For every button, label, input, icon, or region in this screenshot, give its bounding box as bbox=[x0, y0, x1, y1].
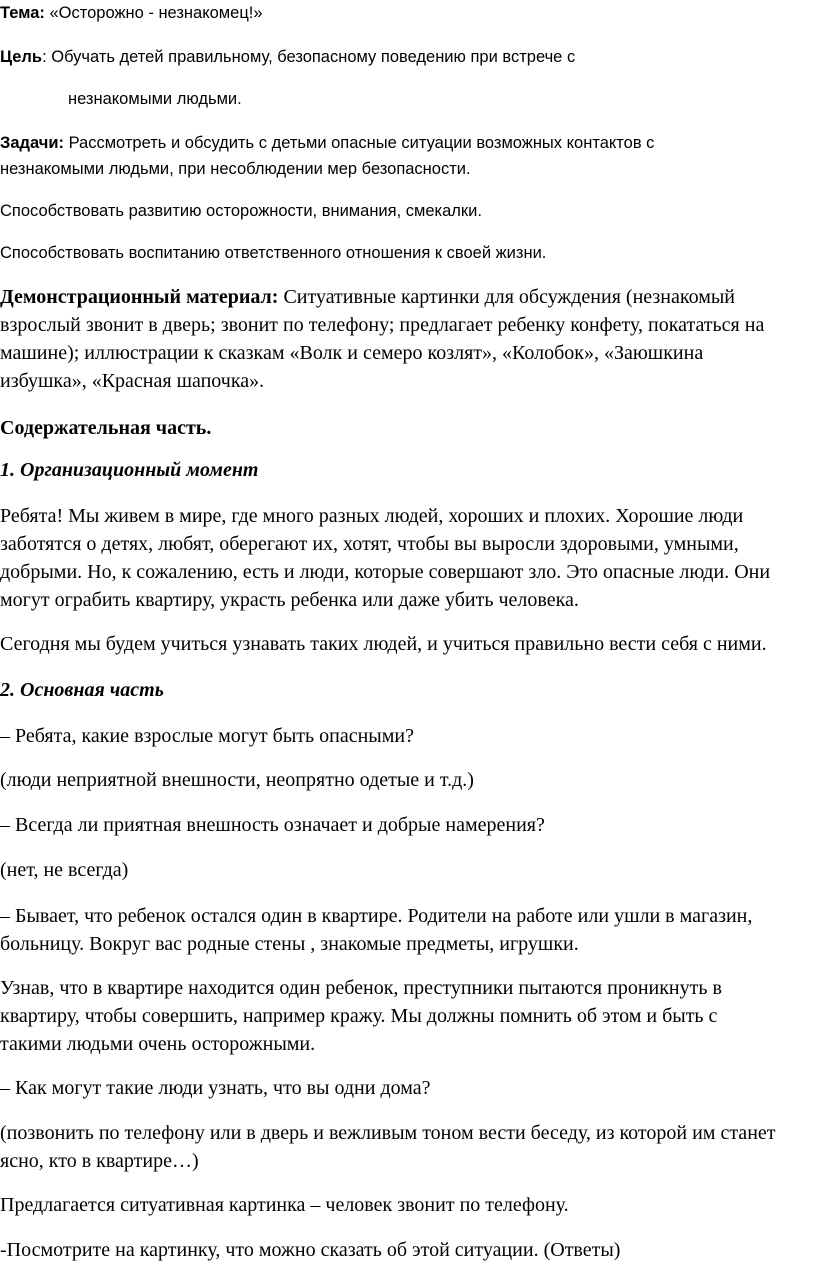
question-3: – Как могут такие люди узнать, что вы одни дома? bbox=[0, 1077, 431, 1099]
demo-label: Демонстрационный материал: bbox=[0, 286, 279, 308]
section2-heading: 2. Основная часть bbox=[0, 679, 164, 701]
tasks-line bbox=[0, 134, 654, 153]
topic-line bbox=[0, 4, 263, 23]
section2-p3-line-2: больницу. Вокруг вас родные стены , знакомые предметы, игрушки. bbox=[0, 933, 579, 955]
tasks-item-3: Способствовать воспитанию ответственного отношения к своей жизни. bbox=[0, 244, 547, 262]
question-2: – Всегда ли приятная внешность означает и добрые намерения? bbox=[0, 814, 545, 836]
answer-2: (нет, не всегда) bbox=[0, 859, 129, 881]
section1-p2: Сегодня мы будем учиться узнавать таких людей, и учиться правильно вести себя с ними. bbox=[0, 633, 767, 655]
section2-p6: -Посмотрите на картинку, что можно сказать об этой ситуации. (Ответы) bbox=[0, 1239, 621, 1261]
topic-label: Тема: bbox=[0, 4, 45, 22]
section2-p4-line-3: такими людьми очень осторожными. bbox=[0, 1033, 316, 1055]
demo-line-3: машине); иллюстрации к сказкам «Волк и семеро козлят», «Колобок», «Заюшкина bbox=[0, 342, 704, 364]
question-1: – Ребята, какие взрослые могут быть опасными? bbox=[0, 725, 414, 747]
answer-3-line-1: (позвонить по телефону или в дверь и вежливым тоном вести беседу, из которой им станет bbox=[0, 1122, 776, 1144]
goal-label: Цель bbox=[0, 48, 43, 66]
goal-text: : Обучать детей правильному, безопасному поведению при встрече с bbox=[42, 48, 576, 66]
tasks-label: Задачи: bbox=[0, 134, 64, 152]
section1-p1-line-4: могут ограбить квартиру, украсть ребенка или даже убить человека. bbox=[0, 589, 579, 611]
demo-line-2: взрослый звонит в дверь; звонит по телефону; предлагает ребенку конфету, покататься на bbox=[0, 314, 765, 336]
answer-1: (люди неприятной внешности, неопрятно одетые и т.д.) bbox=[0, 769, 474, 791]
section1-p1-line-2: заботятся о детях, любят, оберегают их, хотят, чтобы вы выросли здоровыми, умными, bbox=[0, 533, 739, 555]
tasks-line-2: незнакомыми людьми, при несоблюдении мер безопасности. bbox=[0, 160, 471, 178]
goal-line-2: незнакомыми людьми. bbox=[68, 90, 242, 108]
demo-line-4: избушка», «Красная шапочка». bbox=[0, 370, 265, 392]
topic-text: «Осторожно - незнакомец!» bbox=[44, 4, 263, 22]
tasks-text: Рассмотреть и обсудить с детьми опасные ситуации возможных контактов с bbox=[63, 134, 655, 152]
tasks-item-2: Способствовать развитию осторожности, внимания, смекалки. bbox=[0, 202, 482, 220]
demo-text: Ситуативные картинки для обсуждения (незнакомый bbox=[278, 286, 735, 308]
section1-p1-line-1: Ребята! Мы живем в мире, где много разных людей, хороших и плохих. Хорошие люди bbox=[0, 505, 744, 527]
section1-p1-line-3: добрыми. Но, к сожалению, есть и люди, которые совершают зло. Это опасные люди. Они bbox=[0, 561, 771, 583]
section2-p4-line-1: Узнав, что в квартире находится один ребенок, преступники пытаются проникнуть в bbox=[0, 977, 722, 999]
section2-p5: Предлагается ситуативная картинка – человек звонит по телефону. bbox=[0, 1194, 569, 1216]
answer-3-line-2: ясно, кто в квартире…) bbox=[0, 1150, 199, 1172]
goal-line bbox=[0, 48, 575, 67]
demo-line-1 bbox=[0, 286, 735, 309]
section2-p4-line-2: квартиру, чтобы совершить, например кражу. Мы должны помнить об этом и быть с bbox=[0, 1005, 718, 1027]
content-heading: Содержательная часть. bbox=[0, 417, 212, 439]
section2-p3-line-1: – Бывает, что ребенок остался один в квартире. Родители на работе или ушли в магазин, bbox=[0, 905, 753, 927]
section1-heading: 1. Организационный момент bbox=[0, 459, 259, 481]
